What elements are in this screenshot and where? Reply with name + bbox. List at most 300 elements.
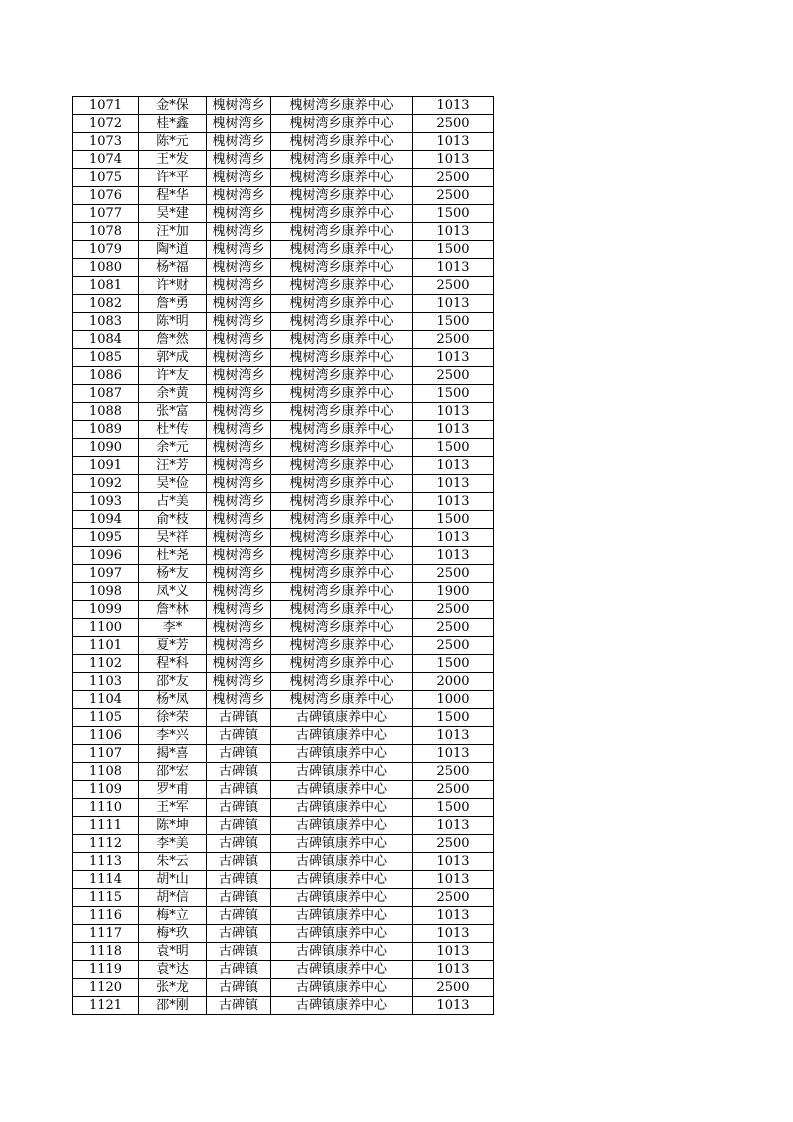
township-cell: 槐树湾乡 — [207, 259, 271, 277]
township-cell: 槐树湾乡 — [207, 637, 271, 655]
institution-cell: 槐树湾乡康养中心 — [271, 169, 413, 187]
table-row — [73, 781, 494, 799]
table-row — [73, 745, 494, 763]
name-cell: 李*兴 — [139, 727, 207, 745]
amount-cell: 2500 — [413, 331, 494, 349]
institution-cell: 槐树湾乡康养中心 — [271, 277, 413, 295]
institution-cell: 槐树湾乡康养中心 — [271, 673, 413, 691]
amount-cell: 2500 — [413, 115, 494, 133]
row-number-cell: 1111 — [73, 817, 139, 835]
amount-cell: 1013 — [413, 943, 494, 961]
institution-cell: 古碑镇康养中心 — [271, 817, 413, 835]
row-number-cell: 1117 — [73, 925, 139, 943]
amount-cell: 2500 — [413, 835, 494, 853]
amount-cell: 2500 — [413, 169, 494, 187]
township-cell: 槐树湾乡 — [207, 313, 271, 331]
table-row — [73, 691, 494, 709]
institution-cell: 槐树湾乡康养中心 — [271, 151, 413, 169]
township-cell: 古碑镇 — [207, 817, 271, 835]
name-cell: 余*黄 — [139, 385, 207, 403]
row-number-cell: 1071 — [73, 97, 139, 115]
name-cell: 陶*道 — [139, 241, 207, 259]
name-cell: 杨*友 — [139, 565, 207, 583]
township-cell: 古碑镇 — [207, 727, 271, 745]
name-cell: 陈*元 — [139, 133, 207, 151]
table-row — [73, 961, 494, 979]
township-cell: 槐树湾乡 — [207, 475, 271, 493]
table-row — [73, 925, 494, 943]
amount-cell: 1013 — [413, 97, 494, 115]
institution-cell: 槐树湾乡康养中心 — [271, 133, 413, 151]
township-cell: 槐树湾乡 — [207, 565, 271, 583]
amount-cell: 1000 — [413, 691, 494, 709]
institution-cell: 槐树湾乡康养中心 — [271, 367, 413, 385]
institution-cell: 槐树湾乡康养中心 — [271, 511, 413, 529]
name-cell: 邵*友 — [139, 673, 207, 691]
name-cell: 杨*福 — [139, 259, 207, 277]
amount-cell: 1500 — [413, 205, 494, 223]
institution-cell: 古碑镇康养中心 — [271, 781, 413, 799]
institution-cell: 槐树湾乡康养中心 — [271, 205, 413, 223]
row-number-cell: 1109 — [73, 781, 139, 799]
institution-cell: 古碑镇康养中心 — [271, 799, 413, 817]
row-number-cell: 1119 — [73, 961, 139, 979]
amount-cell: 2500 — [413, 565, 494, 583]
township-cell: 古碑镇 — [207, 781, 271, 799]
table-row — [73, 853, 494, 871]
township-cell: 槐树湾乡 — [207, 493, 271, 511]
amount-cell: 1013 — [413, 475, 494, 493]
township-cell: 槐树湾乡 — [207, 547, 271, 565]
row-number-cell: 1075 — [73, 169, 139, 187]
table-row — [73, 439, 494, 457]
amount-cell: 1013 — [413, 745, 494, 763]
township-cell: 槐树湾乡 — [207, 223, 271, 241]
township-cell: 槐树湾乡 — [207, 601, 271, 619]
table-row — [73, 205, 494, 223]
table-row — [73, 403, 494, 421]
table-row — [73, 979, 494, 997]
name-cell: 夏*芳 — [139, 637, 207, 655]
row-number-cell: 1095 — [73, 529, 139, 547]
amount-cell: 1500 — [413, 655, 494, 673]
institution-cell: 槐树湾乡康养中心 — [271, 655, 413, 673]
table-row — [73, 385, 494, 403]
name-cell: 朱*云 — [139, 853, 207, 871]
table-row — [73, 133, 494, 151]
institution-cell: 古碑镇康养中心 — [271, 907, 413, 925]
row-number-cell: 1093 — [73, 493, 139, 511]
amount-cell: 1500 — [413, 511, 494, 529]
institution-cell: 古碑镇康养中心 — [271, 745, 413, 763]
institution-cell: 槐树湾乡康养中心 — [271, 619, 413, 637]
amount-cell: 2500 — [413, 763, 494, 781]
table-row — [73, 421, 494, 439]
institution-cell: 古碑镇康养中心 — [271, 943, 413, 961]
table-row — [73, 187, 494, 205]
row-number-cell: 1118 — [73, 943, 139, 961]
name-cell: 李* — [139, 619, 207, 637]
row-number-cell: 1116 — [73, 907, 139, 925]
row-number-cell: 1101 — [73, 637, 139, 655]
row-number-cell: 1114 — [73, 871, 139, 889]
row-number-cell: 1091 — [73, 457, 139, 475]
township-cell: 槐树湾乡 — [207, 115, 271, 133]
table-row — [73, 907, 494, 925]
township-cell: 槐树湾乡 — [207, 673, 271, 691]
township-cell: 槐树湾乡 — [207, 691, 271, 709]
row-number-cell: 1078 — [73, 223, 139, 241]
row-number-cell: 1108 — [73, 763, 139, 781]
amount-cell: 1500 — [413, 799, 494, 817]
name-cell: 邵*刚 — [139, 997, 207, 1015]
table-row — [73, 97, 494, 115]
table-row — [73, 817, 494, 835]
township-cell: 槐树湾乡 — [207, 385, 271, 403]
row-number-cell: 1106 — [73, 727, 139, 745]
table-row — [73, 583, 494, 601]
name-cell: 徐*荣 — [139, 709, 207, 727]
township-cell: 古碑镇 — [207, 925, 271, 943]
name-cell: 汪*芳 — [139, 457, 207, 475]
township-cell: 槐树湾乡 — [207, 583, 271, 601]
name-cell: 杜*尧 — [139, 547, 207, 565]
name-cell: 詹*勇 — [139, 295, 207, 313]
row-number-cell: 1074 — [73, 151, 139, 169]
institution-cell: 古碑镇康养中心 — [271, 997, 413, 1015]
township-cell: 古碑镇 — [207, 799, 271, 817]
row-number-cell: 1105 — [73, 709, 139, 727]
township-cell: 古碑镇 — [207, 979, 271, 997]
name-cell: 杨*凤 — [139, 691, 207, 709]
institution-cell: 槐树湾乡康养中心 — [271, 187, 413, 205]
name-cell: 揭*喜 — [139, 745, 207, 763]
township-cell: 古碑镇 — [207, 871, 271, 889]
name-cell: 占*美 — [139, 493, 207, 511]
institution-cell: 古碑镇康养中心 — [271, 763, 413, 781]
row-number-cell: 1083 — [73, 313, 139, 331]
amount-cell: 1500 — [413, 385, 494, 403]
name-cell: 许*财 — [139, 277, 207, 295]
row-number-cell: 1113 — [73, 853, 139, 871]
township-cell: 古碑镇 — [207, 943, 271, 961]
township-cell: 槐树湾乡 — [207, 295, 271, 313]
township-cell: 槐树湾乡 — [207, 655, 271, 673]
institution-cell: 槐树湾乡康养中心 — [271, 385, 413, 403]
amount-cell: 2500 — [413, 889, 494, 907]
township-cell: 古碑镇 — [207, 907, 271, 925]
township-cell: 槐树湾乡 — [207, 457, 271, 475]
institution-cell: 槐树湾乡康养中心 — [271, 601, 413, 619]
amount-cell: 1013 — [413, 727, 494, 745]
table-row — [73, 367, 494, 385]
row-number-cell: 1102 — [73, 655, 139, 673]
row-number-cell: 1103 — [73, 673, 139, 691]
name-cell: 吴*建 — [139, 205, 207, 223]
row-number-cell: 1096 — [73, 547, 139, 565]
table-row — [73, 709, 494, 727]
table-row — [73, 835, 494, 853]
institution-cell: 槐树湾乡康养中心 — [271, 349, 413, 367]
township-cell: 古碑镇 — [207, 835, 271, 853]
table-row — [73, 313, 494, 331]
amount-cell: 1013 — [413, 349, 494, 367]
row-number-cell: 1100 — [73, 619, 139, 637]
table-row — [73, 601, 494, 619]
row-number-cell: 1092 — [73, 475, 139, 493]
table-row — [73, 277, 494, 295]
name-cell: 邵*宏 — [139, 763, 207, 781]
amount-cell: 1013 — [413, 907, 494, 925]
amount-cell: 1500 — [413, 313, 494, 331]
name-cell: 俞*枝 — [139, 511, 207, 529]
name-cell: 王*军 — [139, 799, 207, 817]
amount-cell: 1013 — [413, 493, 494, 511]
institution-cell: 槐树湾乡康养中心 — [271, 97, 413, 115]
table-row — [73, 727, 494, 745]
name-cell: 陈*明 — [139, 313, 207, 331]
amount-cell: 1013 — [413, 853, 494, 871]
table-row — [73, 997, 494, 1015]
township-cell: 槐树湾乡 — [207, 97, 271, 115]
table-row — [73, 331, 494, 349]
institution-cell: 槐树湾乡康养中心 — [271, 313, 413, 331]
table-row — [73, 241, 494, 259]
table-row — [73, 655, 494, 673]
amount-cell: 1013 — [413, 133, 494, 151]
table-row — [73, 349, 494, 367]
amount-cell: 1013 — [413, 457, 494, 475]
institution-cell: 槐树湾乡康养中心 — [271, 565, 413, 583]
institution-cell: 槐树湾乡康养中心 — [271, 421, 413, 439]
row-number-cell: 1121 — [73, 997, 139, 1015]
amount-cell: 1013 — [413, 529, 494, 547]
amount-cell: 1013 — [413, 961, 494, 979]
name-cell: 许*友 — [139, 367, 207, 385]
township-cell: 槐树湾乡 — [207, 187, 271, 205]
institution-cell: 槐树湾乡康养中心 — [271, 439, 413, 457]
name-cell: 杜*传 — [139, 421, 207, 439]
amount-cell: 2500 — [413, 277, 494, 295]
township-cell: 槐树湾乡 — [207, 529, 271, 547]
amount-cell: 1013 — [413, 817, 494, 835]
amount-cell: 1013 — [413, 223, 494, 241]
table-row — [73, 511, 494, 529]
township-cell: 槐树湾乡 — [207, 439, 271, 457]
name-cell: 许*平 — [139, 169, 207, 187]
township-cell: 槐树湾乡 — [207, 169, 271, 187]
township-cell: 槐树湾乡 — [207, 619, 271, 637]
amount-cell: 1013 — [413, 403, 494, 421]
township-cell: 槐树湾乡 — [207, 367, 271, 385]
name-cell: 金*保 — [139, 97, 207, 115]
institution-cell: 槐树湾乡康养中心 — [271, 259, 413, 277]
name-cell: 程*华 — [139, 187, 207, 205]
amount-cell: 1500 — [413, 709, 494, 727]
institution-cell: 槐树湾乡康养中心 — [271, 547, 413, 565]
institution-cell: 槐树湾乡康养中心 — [271, 223, 413, 241]
table-row — [73, 763, 494, 781]
table-row — [73, 223, 494, 241]
row-number-cell: 1085 — [73, 349, 139, 367]
name-cell: 陈*坤 — [139, 817, 207, 835]
township-cell: 槐树湾乡 — [207, 277, 271, 295]
name-cell: 程*科 — [139, 655, 207, 673]
name-cell: 王*发 — [139, 151, 207, 169]
amount-cell: 1500 — [413, 241, 494, 259]
table-row — [73, 475, 494, 493]
township-cell: 古碑镇 — [207, 889, 271, 907]
amount-cell: 1013 — [413, 259, 494, 277]
row-number-cell: 1087 — [73, 385, 139, 403]
institution-cell: 槐树湾乡康养中心 — [271, 493, 413, 511]
institution-cell: 槐树湾乡康养中心 — [271, 691, 413, 709]
institution-cell: 古碑镇康养中心 — [271, 709, 413, 727]
name-cell: 张*龙 — [139, 979, 207, 997]
row-number-cell: 1120 — [73, 979, 139, 997]
township-cell: 古碑镇 — [207, 853, 271, 871]
amount-cell: 1900 — [413, 583, 494, 601]
row-number-cell: 1082 — [73, 295, 139, 313]
amount-cell: 1013 — [413, 547, 494, 565]
township-cell: 槐树湾乡 — [207, 241, 271, 259]
institution-cell: 槐树湾乡康养中心 — [271, 295, 413, 313]
township-cell: 古碑镇 — [207, 763, 271, 781]
township-cell: 槐树湾乡 — [207, 421, 271, 439]
institution-cell: 古碑镇康养中心 — [271, 727, 413, 745]
table-row — [73, 619, 494, 637]
amount-cell: 1013 — [413, 151, 494, 169]
row-number-cell: 1081 — [73, 277, 139, 295]
table-row — [73, 673, 494, 691]
row-number-cell: 1112 — [73, 835, 139, 853]
amount-cell: 1013 — [413, 421, 494, 439]
institution-cell: 古碑镇康养中心 — [271, 835, 413, 853]
institution-cell: 槐树湾乡康养中心 — [271, 583, 413, 601]
row-number-cell: 1088 — [73, 403, 139, 421]
institution-cell: 古碑镇康养中心 — [271, 853, 413, 871]
amount-cell: 2500 — [413, 187, 494, 205]
row-number-cell: 1077 — [73, 205, 139, 223]
table-row — [73, 295, 494, 313]
name-cell: 李*美 — [139, 835, 207, 853]
name-cell: 桂*鑫 — [139, 115, 207, 133]
township-cell: 古碑镇 — [207, 997, 271, 1015]
name-cell: 胡*山 — [139, 871, 207, 889]
institution-cell: 槐树湾乡康养中心 — [271, 331, 413, 349]
table-row — [73, 799, 494, 817]
table-row — [73, 529, 494, 547]
row-number-cell: 1086 — [73, 367, 139, 385]
township-cell: 槐树湾乡 — [207, 205, 271, 223]
row-number-cell: 1080 — [73, 259, 139, 277]
table-row — [73, 457, 494, 475]
table-body — [73, 97, 494, 1015]
row-number-cell: 1072 — [73, 115, 139, 133]
row-number-cell: 1079 — [73, 241, 139, 259]
name-cell: 胡*信 — [139, 889, 207, 907]
institution-cell: 古碑镇康养中心 — [271, 979, 413, 997]
name-cell: 吴*祥 — [139, 529, 207, 547]
institution-cell: 槐树湾乡康养中心 — [271, 241, 413, 259]
row-number-cell: 1104 — [73, 691, 139, 709]
row-number-cell: 1097 — [73, 565, 139, 583]
data-table — [72, 96, 494, 1015]
name-cell: 郭*成 — [139, 349, 207, 367]
township-cell: 槐树湾乡 — [207, 403, 271, 421]
institution-cell: 槐树湾乡康养中心 — [271, 475, 413, 493]
township-cell: 槐树湾乡 — [207, 511, 271, 529]
amount-cell: 2500 — [413, 367, 494, 385]
name-cell: 张*富 — [139, 403, 207, 421]
institution-cell: 古碑镇康养中心 — [271, 889, 413, 907]
amount-cell: 2000 — [413, 673, 494, 691]
row-number-cell: 1115 — [73, 889, 139, 907]
township-cell: 槐树湾乡 — [207, 331, 271, 349]
name-cell: 袁*达 — [139, 961, 207, 979]
township-cell: 槐树湾乡 — [207, 151, 271, 169]
row-number-cell: 1084 — [73, 331, 139, 349]
institution-cell: 槐树湾乡康养中心 — [271, 457, 413, 475]
amount-cell: 1013 — [413, 871, 494, 889]
institution-cell: 古碑镇康养中心 — [271, 925, 413, 943]
name-cell: 袁*明 — [139, 943, 207, 961]
township-cell: 古碑镇 — [207, 709, 271, 727]
name-cell: 詹*然 — [139, 331, 207, 349]
amount-cell: 1013 — [413, 925, 494, 943]
name-cell: 詹*林 — [139, 601, 207, 619]
amount-cell: 2500 — [413, 781, 494, 799]
name-cell: 梅*立 — [139, 907, 207, 925]
name-cell: 梅*玖 — [139, 925, 207, 943]
row-number-cell: 1099 — [73, 601, 139, 619]
township-cell: 古碑镇 — [207, 961, 271, 979]
township-cell: 槐树湾乡 — [207, 349, 271, 367]
table-row — [73, 115, 494, 133]
amount-cell: 1013 — [413, 295, 494, 313]
row-number-cell: 1073 — [73, 133, 139, 151]
row-number-cell: 1090 — [73, 439, 139, 457]
row-number-cell: 1107 — [73, 745, 139, 763]
name-cell: 余*元 — [139, 439, 207, 457]
table-row — [73, 889, 494, 907]
amount-cell: 2500 — [413, 619, 494, 637]
table-row — [73, 493, 494, 511]
table-row — [73, 259, 494, 277]
table-row — [73, 943, 494, 961]
name-cell: 罗*甫 — [139, 781, 207, 799]
amount-cell: 2500 — [413, 601, 494, 619]
table-row — [73, 565, 494, 583]
table-row — [73, 637, 494, 655]
township-cell: 槐树湾乡 — [207, 133, 271, 151]
institution-cell: 槐树湾乡康养中心 — [271, 637, 413, 655]
institution-cell: 古碑镇康养中心 — [271, 961, 413, 979]
table-row — [73, 547, 494, 565]
township-cell: 古碑镇 — [207, 745, 271, 763]
amount-cell: 2500 — [413, 637, 494, 655]
amount-cell: 1500 — [413, 439, 494, 457]
name-cell: 汪*加 — [139, 223, 207, 241]
row-number-cell: 1094 — [73, 511, 139, 529]
table-row — [73, 169, 494, 187]
row-number-cell: 1089 — [73, 421, 139, 439]
table-row — [73, 151, 494, 169]
row-number-cell: 1110 — [73, 799, 139, 817]
institution-cell: 槐树湾乡康养中心 — [271, 403, 413, 421]
table-row — [73, 871, 494, 889]
institution-cell: 槐树湾乡康养中心 — [271, 115, 413, 133]
